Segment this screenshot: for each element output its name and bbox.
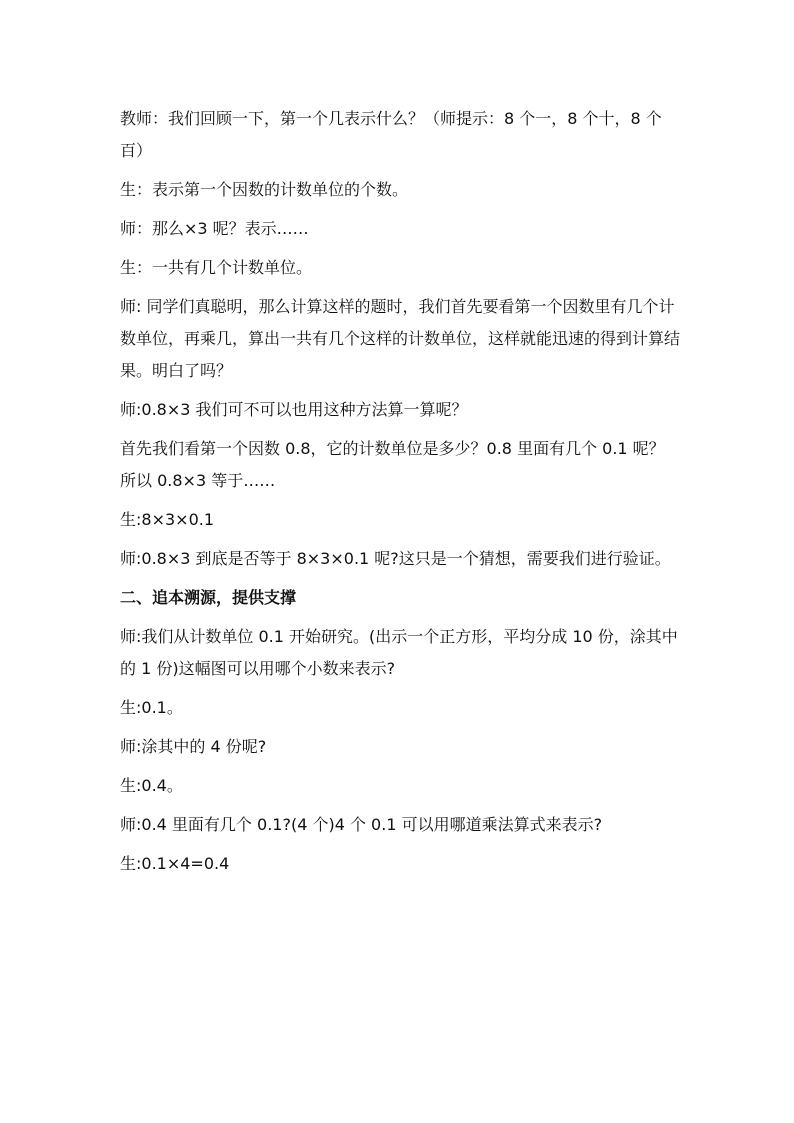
paragraph-student-answer-3: 生:8×3×0.1 — [120, 510, 215, 529]
paragraph-teacher-research: 师:我们从计数单位 0.1 开始研究。(出示一个正方形，平均分成 10 份，涂其中的 1 份)这幅图可以用哪个小数来表示? — [120, 627, 678, 678]
section-heading: 二、追本溯源，提供支撑 — [120, 588, 297, 607]
paragraph-explanation: 首先我们看第一个因数 0.8，它的计数单位是多少？0.8 里面有几个 0.1 呢？所以 0.8×3 等于…… — [120, 439, 665, 490]
document-body — [120, 103, 680, 887]
paragraph-student-answer-2: 生：一共有几个计数单位。 — [120, 258, 313, 277]
paragraph-teacher-question-4: 师:涂其中的 4 份呢? — [120, 737, 267, 756]
paragraph-teacher-question-5: 师:0.4 里面有几个 0.1?(4 个)4 个 0.1 可以用哪道乘法算式来表示? — [120, 815, 603, 834]
paragraph-student-answer-5: 生:0.4。 — [120, 776, 183, 795]
paragraph-teacher-question-3: 师:0.8×3 我们可不可以也用这种方法算一算呢？ — [120, 400, 468, 419]
paragraph-student-answer-4: 生:0.1。 — [120, 698, 183, 717]
paragraph-student-answer-1: 生：表示第一个因数的计数单位的个数。 — [120, 180, 409, 199]
paragraph-student-answer-6: 生:0.1×4=0.4 — [120, 854, 230, 873]
paragraph-teacher-hypothesis: 师:0.8×3 到底是否等于 8×3×0.1 呢?这只是一个猜想，需要我们进行验证。 — [120, 549, 671, 568]
paragraph-teacher-review: 教师：我们回顾一下，第一个几表示什么？（师提示：8 个一，8 个十，8 个百） — [120, 109, 662, 160]
paragraph-teacher-question-2: 师：那么×3 呢？表示…… — [120, 219, 309, 238]
paragraph-teacher-summary: 师: 同学们真聪明，那么计算这样的题时，我们首先要看第一个因数里有几个计数单位，再乘几，算出一共有几个这样的计数单位，这样就能迅速的得到计算结果。明白了吗？ — [120, 297, 681, 380]
